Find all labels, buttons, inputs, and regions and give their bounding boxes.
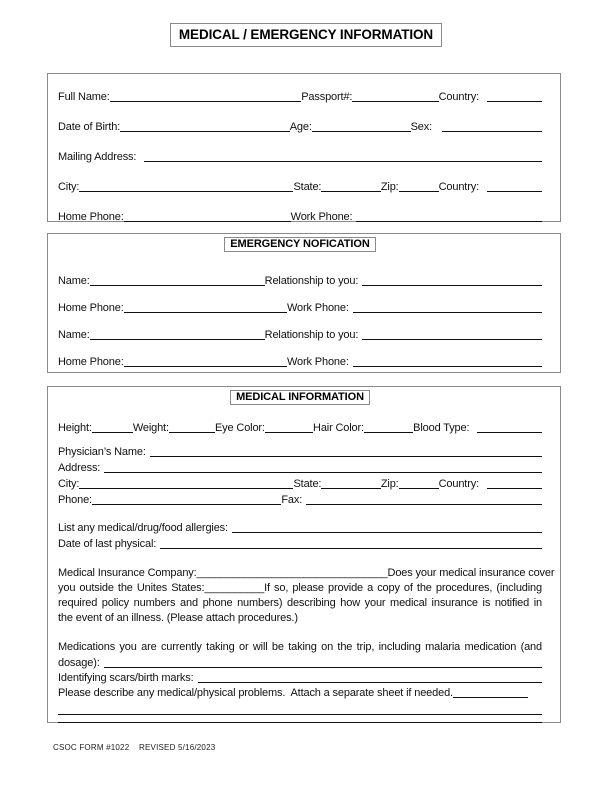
address-label: Address: bbox=[58, 462, 101, 474]
physician-name-label: Physician’s Name: bbox=[58, 446, 146, 458]
dob-input-line[interactable] bbox=[120, 127, 290, 132]
physician-name-row bbox=[58, 444, 542, 459]
dob-row bbox=[58, 117, 542, 134]
emergency-contact-2-name-row bbox=[58, 325, 542, 342]
vitals-row bbox=[58, 420, 542, 435]
state-input-line[interactable] bbox=[321, 187, 381, 192]
home-phone-label: Home Phone: bbox=[58, 356, 124, 368]
last-physical-input-line[interactable] bbox=[160, 544, 542, 549]
medical-info-section bbox=[47, 386, 561, 723]
scars-row bbox=[58, 670, 542, 685]
work-phone-label: Work Phone: bbox=[287, 302, 349, 314]
city-label: City: bbox=[58, 181, 80, 193]
dob-label: Date of Birth: bbox=[58, 121, 121, 133]
allergies-row bbox=[58, 520, 542, 535]
contact2-relationship-input-line[interactable] bbox=[362, 335, 542, 340]
home-phone-label: Home Phone: bbox=[58, 211, 124, 223]
home-phone-label: Home Phone: bbox=[58, 302, 124, 314]
emergency-contact-2-phones-row bbox=[58, 352, 542, 369]
state-label: State: bbox=[293, 181, 322, 193]
passport-input-line[interactable] bbox=[352, 97, 438, 102]
mailing-address-label: Mailing Address: bbox=[58, 151, 137, 163]
title-row bbox=[0, 23, 612, 47]
medical-section-header: MEDICAL INFORMATION bbox=[230, 390, 370, 405]
physician-name-input-line[interactable] bbox=[150, 452, 542, 457]
contact2-home-phone-input-line[interactable] bbox=[124, 362, 287, 367]
eye-color-input-line[interactable] bbox=[265, 428, 313, 433]
fax-label: Fax: bbox=[281, 494, 303, 506]
mailing-address-input-line[interactable] bbox=[144, 157, 542, 162]
medical-header-row bbox=[58, 390, 542, 407]
physician-city-row bbox=[58, 476, 542, 491]
weight-input-line[interactable] bbox=[169, 428, 215, 433]
zip-input-line[interactable] bbox=[399, 187, 439, 192]
describe-extra-input-line-1[interactable] bbox=[58, 710, 542, 715]
country-label: Country: bbox=[438, 91, 479, 103]
state-label: State: bbox=[293, 478, 322, 490]
age-label: Age: bbox=[289, 121, 312, 133]
physician-phone-input-line[interactable] bbox=[92, 500, 281, 505]
city-row bbox=[58, 177, 542, 194]
zip-label: Zip: bbox=[380, 181, 399, 193]
city-label: City: bbox=[58, 478, 80, 490]
contact2-name-input-line[interactable] bbox=[90, 335, 265, 340]
zip-label: Zip: bbox=[380, 478, 399, 490]
physician-city-input-line[interactable] bbox=[79, 484, 293, 489]
insurance-line-2: you outside the Unites States:__________If so, please provide a copy of the procedures, (including bbox=[58, 582, 542, 594]
physician-phone-row bbox=[58, 492, 542, 507]
describe-extra-input-line-2[interactable] bbox=[58, 718, 542, 723]
sex-label: Sex: bbox=[410, 121, 432, 133]
country2-input-line[interactable] bbox=[487, 187, 542, 192]
country-label: Country: bbox=[438, 478, 479, 490]
contact1-home-phone-input-line[interactable] bbox=[124, 308, 287, 313]
height-label: Height: bbox=[58, 422, 92, 434]
city-input-line[interactable] bbox=[79, 187, 293, 192]
height-input-line[interactable] bbox=[92, 428, 133, 433]
allergies-input-line[interactable] bbox=[232, 528, 542, 533]
relationship-label: Relationship to you: bbox=[264, 275, 359, 287]
name-label: Name: bbox=[58, 275, 90, 287]
hair-color-input-line[interactable] bbox=[364, 428, 413, 433]
full-name-row bbox=[58, 87, 542, 104]
physician-address-row bbox=[58, 460, 542, 475]
emergency-section-header: EMERGENCY NOFICATION bbox=[224, 237, 375, 252]
contact1-relationship-input-line[interactable] bbox=[362, 281, 542, 286]
describe-problems-input-line[interactable] bbox=[453, 693, 528, 698]
last-physical-row bbox=[58, 536, 542, 551]
phone-label: Phone: bbox=[58, 494, 92, 506]
work-phone-label: Work Phone: bbox=[287, 356, 349, 368]
describe-extra-line-row bbox=[58, 703, 542, 717]
allergies-label: List any medical/drug/food allergies: bbox=[58, 522, 228, 534]
blood-type-input-line[interactable] bbox=[477, 428, 542, 433]
physician-address-input-line[interactable] bbox=[104, 468, 542, 473]
emergency-contact-1-phones-row bbox=[58, 298, 542, 315]
last-physical-label: Date of last physical: bbox=[58, 538, 157, 550]
emergency-contact-1-name-row bbox=[58, 271, 542, 288]
insurance-line-3: required policy numbers and phone numbers) describing how your medical insurance is notified in bbox=[58, 597, 542, 609]
age-input-line[interactable] bbox=[312, 127, 411, 132]
country-input-line[interactable] bbox=[487, 97, 542, 102]
medications-dosage-row bbox=[58, 655, 542, 670]
personal-info-section bbox=[47, 73, 561, 222]
name-label: Name: bbox=[58, 329, 90, 341]
home-phone-input-line[interactable] bbox=[124, 217, 291, 222]
country2-label: Country: bbox=[438, 181, 479, 193]
hair-color-label: Hair Color: bbox=[313, 422, 364, 434]
medications-paragraph bbox=[58, 640, 542, 655]
emergency-header-row bbox=[58, 237, 542, 254]
insurance-line-1: Medical Insurance Company:________________________________Does your medical insurance cover bbox=[58, 567, 555, 579]
weight-label: Weight: bbox=[132, 422, 169, 434]
mailing-address-row bbox=[58, 147, 542, 164]
physician-fax-input-line[interactable] bbox=[306, 500, 542, 505]
physician-zip-input-line[interactable] bbox=[399, 484, 439, 489]
sex-input-line[interactable] bbox=[442, 127, 542, 132]
full-name-input-line[interactable] bbox=[110, 97, 302, 102]
medications-input-line[interactable] bbox=[104, 663, 542, 668]
eye-color-label: Eye Color: bbox=[214, 422, 265, 434]
emergency-notification-section bbox=[47, 233, 561, 373]
work-phone-input-line[interactable] bbox=[356, 217, 542, 222]
scars-label: Identifying scars/birth marks: bbox=[58, 672, 194, 684]
relationship-label: Relationship to you: bbox=[264, 329, 359, 341]
contact1-name-input-line[interactable] bbox=[90, 281, 265, 286]
contact2-work-phone-input-line[interactable] bbox=[353, 362, 542, 367]
insurance-line-4: the event of an illness. (Please attach procedures.) bbox=[58, 612, 298, 624]
physician-country-input-line[interactable] bbox=[487, 484, 542, 489]
passport-label: Passport#: bbox=[301, 91, 353, 103]
medications-line-1: Medications you are currently taking or will be taking on the trip, including malaria medication (and bbox=[58, 641, 542, 653]
describe-problems-row bbox=[58, 685, 542, 700]
scars-input-line[interactable] bbox=[198, 678, 543, 683]
describe-problems-label: Please describe any medical/physical problems. Attach a separate sheet if needed. bbox=[58, 687, 453, 699]
work-phone-label: Work Phone: bbox=[290, 211, 353, 223]
physician-state-input-line[interactable] bbox=[321, 484, 381, 489]
blood-type-label: Blood Type: bbox=[413, 422, 470, 434]
phones-row bbox=[58, 207, 542, 224]
page-title: MEDICAL / EMERGENCY INFORMATION bbox=[170, 23, 442, 47]
dosage-label: dosage): bbox=[58, 657, 100, 669]
insurance-paragraph bbox=[58, 566, 555, 626]
describe-extra-line-row-2 bbox=[58, 717, 542, 723]
form-number-footer: CSOC FORM #1022 REVISED 5/16/2023 bbox=[53, 743, 216, 752]
full-name-label: Full Name: bbox=[58, 91, 110, 103]
contact1-work-phone-input-line[interactable] bbox=[353, 308, 542, 313]
